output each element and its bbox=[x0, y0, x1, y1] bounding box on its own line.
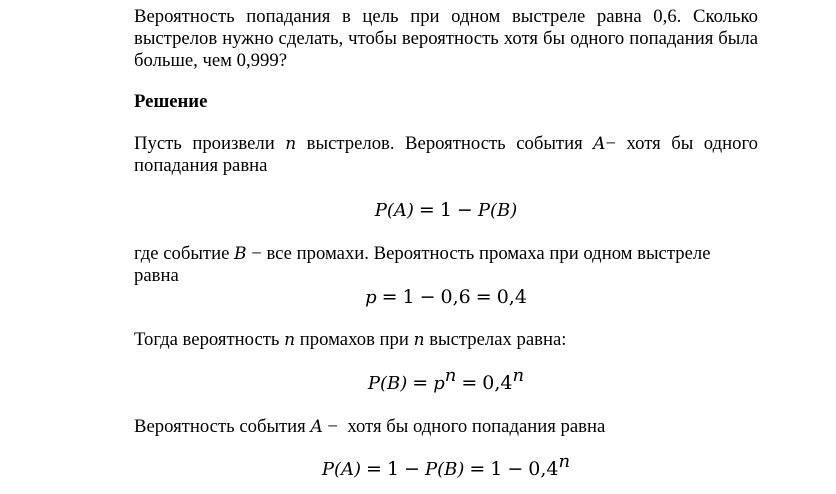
f4-exp: n bbox=[558, 451, 571, 472]
f3-lhs: P(B) bbox=[367, 373, 408, 394]
f2-one: 1 bbox=[402, 286, 415, 308]
problem-line-1: Вероятность попадания в цель при одном выстреле равна 0,6. Сколько bbox=[134, 6, 758, 27]
paragraph-3 bbox=[134, 329, 758, 351]
p4-var-a: A bbox=[310, 417, 323, 437]
f1-eq: = bbox=[418, 199, 435, 221]
p1-dash: − bbox=[605, 133, 616, 154]
p3-text-2: промахов при bbox=[295, 329, 414, 350]
paragraph-1-line-1 bbox=[134, 133, 758, 155]
f4-lhs: P(A) bbox=[321, 459, 362, 480]
solution-heading: Решение bbox=[134, 91, 208, 112]
paragraph-2-line-1 bbox=[134, 243, 758, 287]
f4-val: 0,4 bbox=[528, 458, 559, 480]
p1-var-a: A bbox=[593, 134, 606, 154]
f3-exp2: n bbox=[512, 365, 525, 386]
f2-val1: 0,6 bbox=[440, 286, 471, 308]
f3-exp: n bbox=[444, 365, 457, 386]
paragraph-3-line-1 bbox=[134, 329, 758, 351]
f1-rhs: P(B) bbox=[477, 200, 518, 221]
f1-minus: − bbox=[456, 199, 473, 221]
p3-text-1: Тогда вероятность bbox=[134, 329, 285, 350]
f2-val2: 0,4 bbox=[496, 286, 527, 308]
problem-line-3: больше, чем 0,999? bbox=[134, 50, 288, 71]
f2-lhs: p bbox=[365, 287, 377, 308]
f4-mid: P(B) bbox=[424, 459, 465, 480]
p3-text-3: выстрелах равна: bbox=[424, 329, 567, 350]
p4-text-2: хотя бы одного попадания равна bbox=[337, 416, 606, 437]
p3-var-n-1: n bbox=[284, 330, 296, 350]
formula-3 bbox=[134, 365, 758, 395]
p4-text-1: Вероятность события bbox=[134, 416, 311, 437]
p1-text-3: хотя бы одного bbox=[616, 133, 759, 154]
f4-one: 1 bbox=[386, 458, 400, 480]
paragraph-1 bbox=[134, 133, 758, 177]
paragraph-4-line-1 bbox=[134, 416, 758, 438]
f2-eq2: = bbox=[475, 286, 492, 308]
p4-dash: − bbox=[327, 416, 338, 437]
f4-eq2: = bbox=[469, 458, 486, 480]
f3-val: 0,4 bbox=[482, 372, 513, 394]
f4-minus2: − bbox=[507, 458, 524, 480]
p2-text-2: все промахи. Вероятность промаха при одном выстреле равна bbox=[134, 243, 711, 286]
f4-one2: 1 bbox=[490, 458, 503, 480]
p1-var-n: n bbox=[285, 134, 297, 154]
f4-minus: − bbox=[404, 458, 420, 480]
f2-eq: = bbox=[381, 286, 398, 308]
p2-var-b: B bbox=[234, 244, 247, 264]
p2-text-1: где событие bbox=[134, 243, 235, 264]
formula-1 bbox=[134, 199, 758, 222]
paragraph-2 bbox=[134, 243, 758, 287]
f3-base: p bbox=[433, 373, 445, 394]
formula-2 bbox=[134, 286, 758, 309]
p1-text-2: выстрелов. Вероятность события bbox=[296, 133, 594, 154]
f2-minus: − bbox=[419, 286, 436, 308]
f1-one: 1 bbox=[439, 199, 452, 221]
f3-eq2: = bbox=[461, 372, 478, 394]
problem-line-2: выстрелов нужно сделать, чтобы вероятность хотя бы одного попадания была bbox=[134, 28, 758, 49]
paragraph-4 bbox=[134, 416, 758, 438]
paragraph-1-line-2: попадания равна bbox=[134, 155, 268, 176]
p2-dash: − bbox=[251, 243, 262, 264]
formula-4 bbox=[134, 451, 758, 481]
p1-text-1: Пусть произвели bbox=[134, 133, 286, 154]
f4-eq: = bbox=[366, 458, 382, 480]
p3-var-n-2: n bbox=[413, 330, 425, 350]
f1-lhs: P(A) bbox=[374, 200, 414, 221]
f3-eq: = bbox=[412, 372, 429, 394]
problem-statement bbox=[134, 6, 758, 72]
